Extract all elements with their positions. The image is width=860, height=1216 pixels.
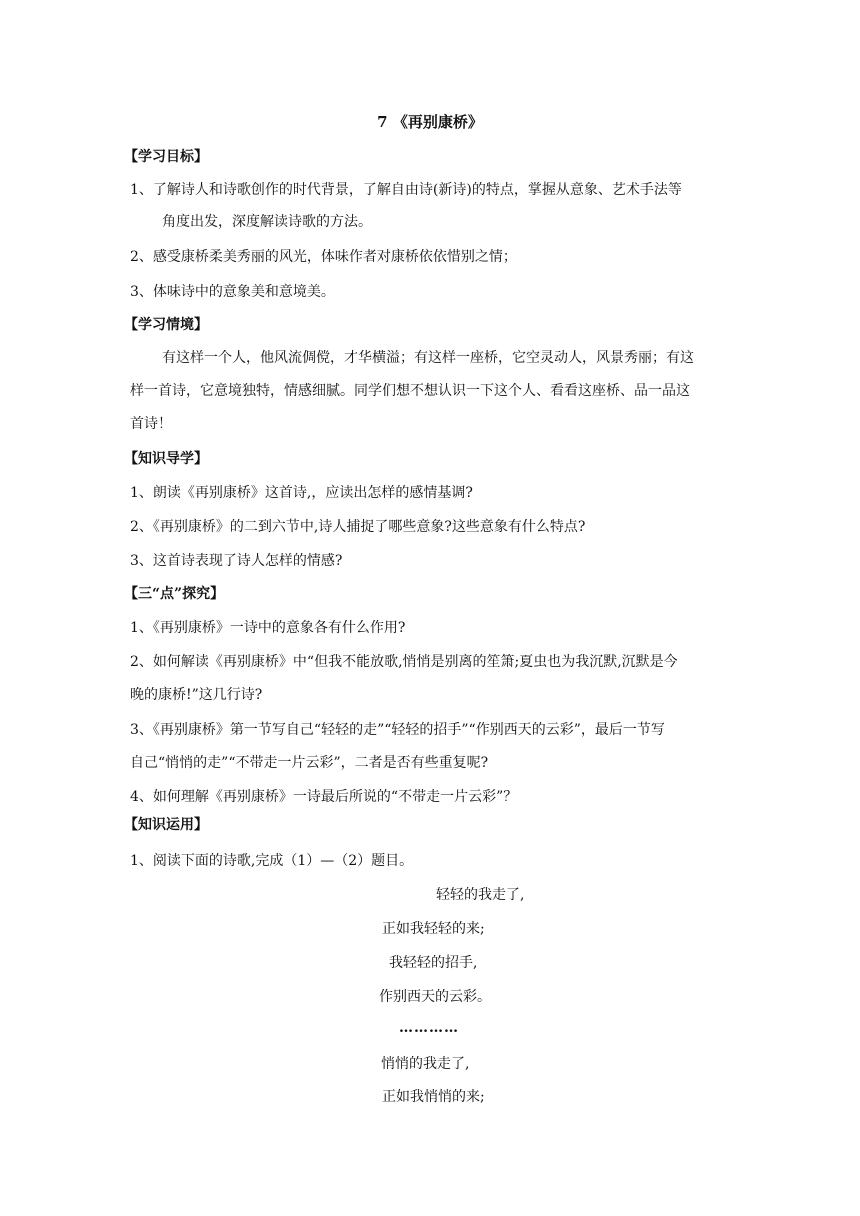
explore-question-1: 1、《再别康桥》一诗中的意象各有什么作用?: [130, 620, 406, 636]
goal-item-1-cont: 角度出发，深度解读诗歌的方法。: [162, 214, 372, 230]
poem-line-1: 轻轻的我走了,: [436, 887, 525, 903]
poem-line-2: 正如我轻轻的来;: [382, 921, 485, 937]
guide-question-1: 1、朗读《再别康桥》这首诗,，应读出怎样的感情基调?: [130, 485, 473, 501]
goal-item-1: 1、了解诗人和诗歌创作的时代背景，了解自由诗(新诗)的特点，掌握从意象、艺术手法等: [130, 182, 682, 198]
poem-line-6: 正如我悄悄的来;: [382, 1089, 485, 1105]
poem-line-5: 悄悄的我走了,: [381, 1056, 470, 1072]
explore-question-3: 3、《再别康桥》第一节写自己“轻轻的走”“轻轻的招手”“作别西天的云彩”，最后一节写: [130, 722, 665, 738]
poem-line-4: 作别西天的云彩。: [379, 989, 491, 1005]
section-heading-goals: 【学习目标】: [124, 149, 208, 165]
explore-question-2: 2、如何解读《再别康桥》中“但我不能放歌,悄悄是别离的笙箫;夏虫也为我沉默,沉默是今: [130, 654, 678, 670]
explore-question-3-cont: 自己“悄悄的走”“不带走一片云彩”，二者是否有些重复呢?: [130, 755, 489, 771]
goal-item-2: 2、感受康桥柔美秀丽的风光，体味作者对康桥依依惜别之情；: [130, 249, 517, 265]
situation-para-2: 样一首诗，它意境独特，情感细腻。同学们想不想认识一下这个人、看看这座桥、品一品这: [130, 383, 690, 399]
poem-ellipsis: …………: [399, 1020, 459, 1036]
section-heading-guide: 【知识导学】: [124, 451, 208, 467]
page-title: 7 《再别康桥》: [377, 113, 483, 131]
goal-item-3: 3、体味诗中的意象美和意境美。: [130, 284, 335, 300]
guide-question-3: 3、这首诗表现了诗人怎样的情感?: [130, 553, 343, 569]
explore-question-4: 4、如何理解《再别康桥》一诗最后所说的“不带走一片云彩”？: [130, 789, 518, 805]
poem-line-3: 我轻轻的招手,: [389, 955, 478, 971]
section-heading-situation: 【学习情境】: [124, 317, 208, 333]
section-heading-explore: 【三“点”探究】: [124, 586, 225, 602]
apply-question-1: 1、阅读下面的诗歌,完成（1）—（2）题目。: [130, 853, 414, 869]
guide-question-2: 2、《再别康桥》的二到六节中,诗人捕捉了哪些意象?这些意象有什么特点?: [130, 519, 586, 535]
explore-question-2-cont: 晚的康桥!”这几行诗?: [130, 687, 263, 703]
situation-para-1: 有这样一个人，他风流倜傥，才华横溢；有这样一座桥，它空灵动人，风景秀丽；有这: [162, 350, 694, 366]
situation-para-3: 首诗！: [130, 416, 172, 432]
section-heading-apply: 【知识运用】: [124, 817, 208, 833]
